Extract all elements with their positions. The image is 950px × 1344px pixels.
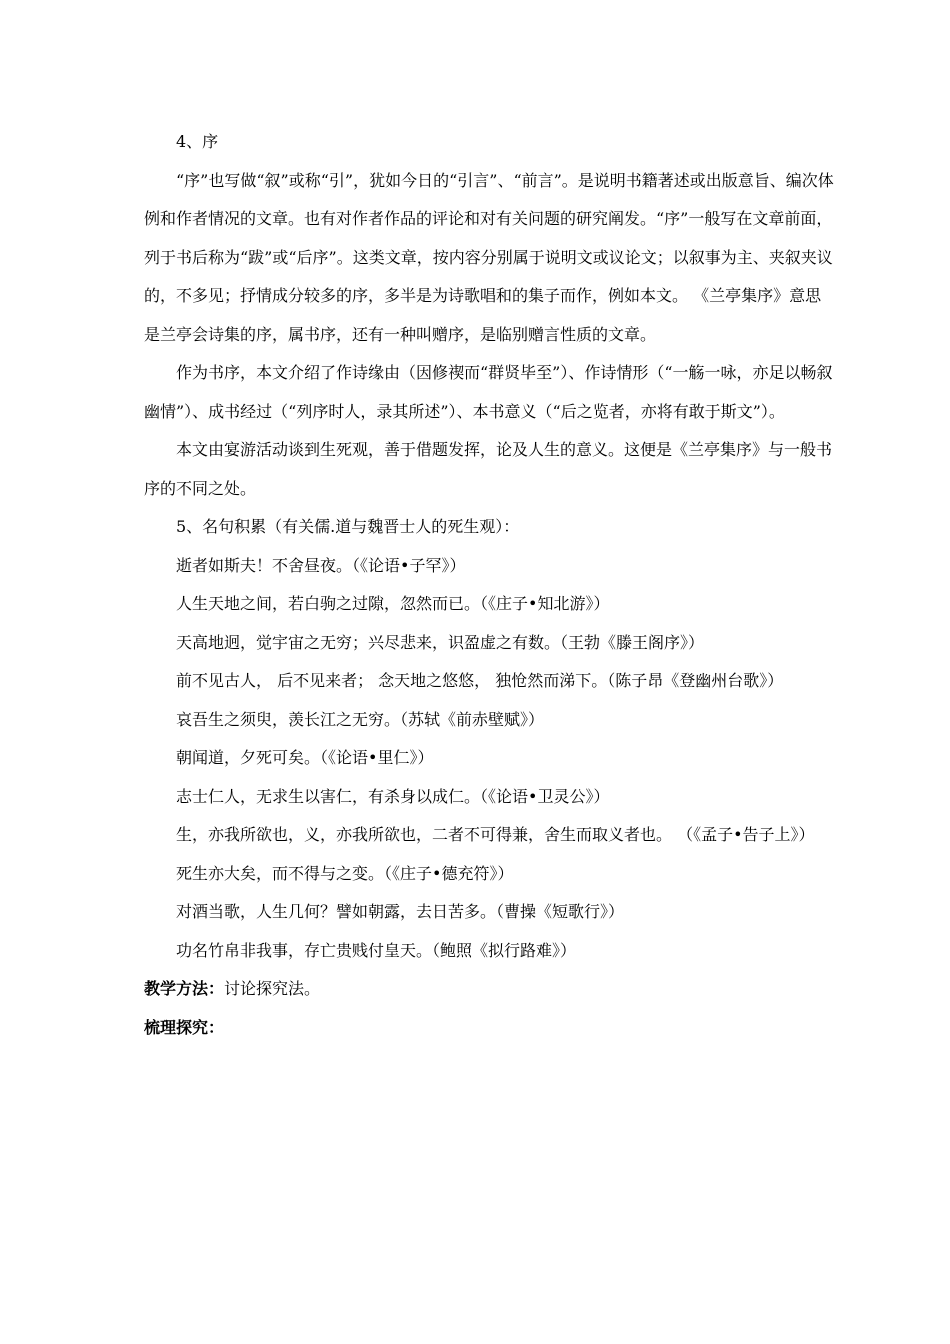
section-famous-quotes bbox=[144, 508, 834, 970]
teaching-method-value: 讨论探究法。 bbox=[224, 979, 321, 998]
document-body bbox=[144, 123, 834, 1047]
quote-line: 功名竹帛非我事，存亡贵贱付皇天。（鲍照《拟行路难》） bbox=[176, 940, 577, 960]
quote-line: 死生亦大矣，而不得与之变。（《庄子•德充符》） bbox=[176, 863, 514, 883]
paragraph: 本文由宴游活动谈到生死观，善于借题发挥，论及人生的意义。这便是《兰亭集序》与一般书序的不同之处。 bbox=[144, 440, 833, 498]
quote-line: 哀吾生之须臾，羡长江之无穷。（苏轼《前赤壁赋》） bbox=[176, 709, 545, 729]
quote-line: 天高地迥，觉宇宙之无穷；兴尽悲来，识盈虚之有数。（王勃《滕王阁序》） bbox=[176, 632, 705, 652]
quote-line: 志士仁人，无求生以害仁，有杀身以成仁。（《论语•卫灵公》） bbox=[176, 786, 610, 806]
sorting-inquiry-label: 梳理探究： bbox=[144, 1017, 225, 1037]
quote-line: 生，亦我所欲也，义，亦我所欲也，二者不可得兼，舍生而取义者也。 （《孟子•告子上》） bbox=[176, 825, 815, 844]
quote-line: 朝闻道，夕死可矣。（《论语•里仁》） bbox=[176, 748, 434, 767]
paragraph: 作为书序，本文介绍了作诗缘由（因修禊而“群贤毕至”）、作诗情形（“一觞一咏，亦足以畅叙幽情”）、成书经过（“列序时人，录其所述”）、本书意义（“后之览者，亦将有敢于斯文”）。 bbox=[144, 363, 833, 421]
paragraph: “序”也写做“叙”或称“引”，犹如今日的“引言”、“前言”。是说明书籍著述或出版意旨、编次体例和作者情况的文章。也有对作者作品的评论和对有关问题的研究阐发。“序”一般写在文章前面，列于书后称为“跋”或“后序”。这类文章，按内容分别属于说明文或议论文；以叙事为主、夹叙夹议的，不多见；抒情成分较多的序，多半是为诗歌唱和的集子而作，例如本文。 《兰亭集序》意思是兰亭会诗集的序，属书序，还有一种叫赠序，是临别赠言性质的文章。 bbox=[144, 170, 834, 344]
teaching-method-line bbox=[144, 970, 834, 1009]
section-heading: 4、序 bbox=[176, 132, 219, 151]
teaching-method-label: 教学方法： bbox=[144, 979, 225, 998]
quote-line: 对酒当歌，人生几何？譬如朝露，去日苦多。（曹操《短歌行》） bbox=[176, 902, 625, 921]
quote-line: 前不见古人， 后不见来者； 念天地之悠悠， 独怆然而涕下。（陈子昂《登幽州台歌》） bbox=[176, 671, 784, 690]
section-preface bbox=[144, 123, 834, 508]
sorting-inquiry-line bbox=[144, 1009, 834, 1048]
quote-line: 人生天地之间，若白驹之过隙，忽然而已。（《庄子•知北游》） bbox=[176, 594, 610, 613]
quote-line: 逝者如斯夫！不舍昼夜。（《论语•子罕》） bbox=[176, 555, 466, 575]
section-heading: 5、名句积累（有关儒.道与魏晋士人的死生观）： bbox=[176, 517, 520, 536]
